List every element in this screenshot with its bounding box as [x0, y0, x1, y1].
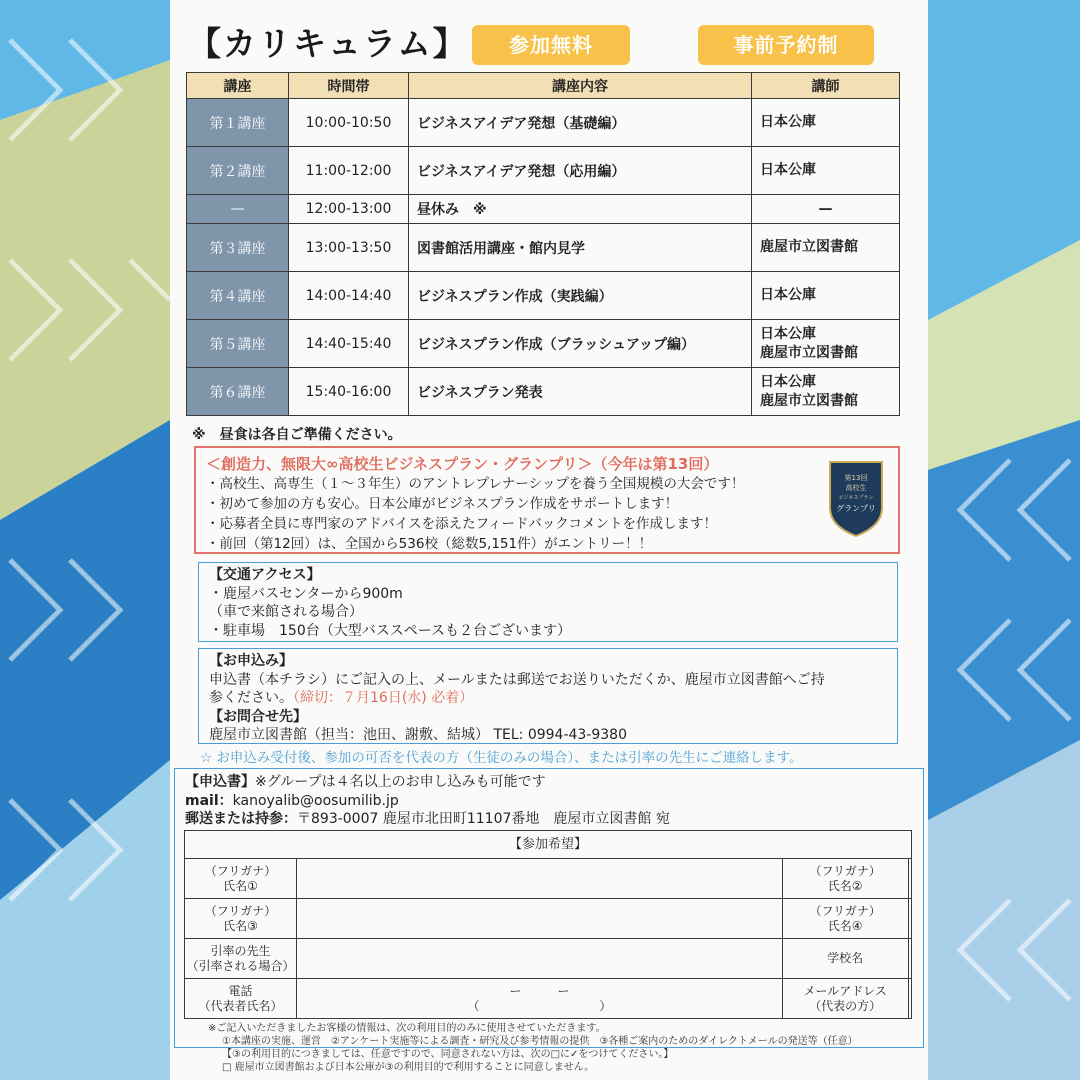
- curriculum-title: 【カリキュラム】: [188, 24, 468, 63]
- lecturer: [752, 147, 900, 195]
- apply-text-line2: [209, 689, 887, 708]
- name-label: 氏名②: [827, 878, 863, 893]
- header-content: 講座内容: [409, 73, 752, 99]
- reservation-badge: 事前予約制: [698, 25, 874, 65]
- phone-note: （代表者氏名）: [198, 998, 283, 1013]
- lecture-number: 第１講座: [187, 99, 289, 147]
- note-line: ※ご記入いただきましたお客様の情報は、次の利用目的のみに使用させていただきます。: [208, 1023, 606, 1034]
- lecture-number: 第２講座: [187, 147, 289, 195]
- apply-text: 参ください。: [209, 690, 293, 706]
- furigana-label: （フリガナ）: [809, 903, 881, 918]
- school-label: 学校名: [782, 939, 908, 979]
- lecture-time: 14:40-15:40: [289, 320, 409, 368]
- lecturer-name: 日本公庫: [760, 373, 816, 390]
- emblem-text: ビジネスプラン: [838, 495, 874, 501]
- access-box: [198, 562, 898, 642]
- teacher-field[interactable]: [297, 939, 783, 979]
- note-line: ①本講座の実施、運営 ②アンケート実施等による調査・研究及び参考情報の提供 ③各種ご案内のためのダイレクトメールの発送等（任意）: [222, 1036, 858, 1047]
- lecture-content: ビジネスプラン作成（実践編）: [409, 272, 752, 320]
- name2-field[interactable]: [908, 859, 911, 899]
- emblem-text: 高校生: [845, 484, 867, 492]
- emblem-text: 第13回: [844, 474, 868, 482]
- name-label: 氏名①: [223, 878, 258, 893]
- grandprix-box: [194, 446, 900, 554]
- contact-title: 【お問合せ先】: [209, 708, 307, 725]
- phone-dash: ー ー: [509, 983, 570, 998]
- table-row: [187, 320, 900, 368]
- lecture-content: ビジネスプラン発表: [409, 368, 752, 416]
- table-row: [187, 99, 900, 147]
- lecture-content: ビジネスプラン作成（ブラッシュアップ編）: [409, 320, 752, 368]
- table-row-break: [187, 195, 900, 224]
- lecturer-name: 日本公庫: [760, 114, 816, 130]
- lecturer: [752, 224, 900, 272]
- school-field[interactable]: [908, 939, 911, 979]
- name1-field[interactable]: [297, 859, 783, 899]
- lecturer: [752, 195, 900, 224]
- email-field[interactable]: [908, 979, 911, 1019]
- lecture-time: 15:40-16:00: [289, 368, 409, 416]
- email-text: メールアドレス: [803, 983, 887, 998]
- teacher-note: （引率される場合）: [186, 958, 295, 973]
- access-line: ・鹿屋バスセンターから900m: [209, 585, 403, 602]
- header-lecture: 講座: [187, 73, 289, 99]
- lecture-number: 第６講座: [187, 368, 289, 416]
- notice-text: ☆ お申込み受付後、参加の可否を代表の方（生徒のみの場合）、または引率の先生にご連絡します。: [200, 750, 803, 766]
- lecture-time: 14:00-14:40: [289, 272, 409, 320]
- name-label: 氏名④: [827, 918, 863, 933]
- access-title: 【交通アクセス】: [209, 567, 321, 583]
- note-line: 【③の利用目的につきましては、任意ですので、同意されない方は、次の□に✓をつけてください。】: [222, 1049, 674, 1060]
- name-label: 氏名③: [223, 918, 258, 933]
- table-row: [187, 224, 900, 272]
- curriculum-table: [186, 72, 900, 416]
- participant-table: [184, 830, 912, 1019]
- name1-label: [185, 859, 297, 899]
- grandprix-bullet: ・高校生、高専生（１～３年生）のアントレプレナーシップを養う全国規模の大会です！: [206, 476, 745, 492]
- lecturer-name: 日本公庫: [760, 287, 816, 303]
- form-title-line: [185, 773, 913, 792]
- participant-table-header: 【参加希望】: [185, 831, 912, 859]
- form-title-note: ※グループは４名以上のお申し込みも可能です: [255, 774, 546, 790]
- teacher-label: [185, 939, 297, 979]
- name3-field[interactable]: [297, 899, 783, 939]
- lecture-content: ビジネスアイデア発想（応用編）: [409, 147, 752, 195]
- form-title: 【申込書】: [185, 774, 255, 790]
- lecture-time: 12:00-13:00: [289, 195, 409, 224]
- mail-address[interactable]: kanoyalib@oosumilib.jp: [232, 792, 399, 809]
- mail-line: [185, 792, 913, 811]
- mail-label: mail：: [185, 792, 233, 809]
- name4-label: [782, 899, 908, 939]
- lecture-time: 10:00-10:50: [289, 99, 409, 147]
- header-lecturer: 講師: [752, 73, 900, 99]
- lecturer-name: 鹿屋市立図書館: [760, 392, 858, 409]
- name4-field[interactable]: [908, 899, 911, 939]
- access-line: （車で来館される場合）: [209, 604, 363, 620]
- lecture-content: ビジネスアイデア発想（基礎編）: [409, 99, 752, 147]
- name3-label: [185, 899, 297, 939]
- lecturer: [752, 320, 900, 368]
- lecturer: [752, 272, 900, 320]
- table-row: [187, 147, 900, 195]
- consent-checkbox-line[interactable]: □ 鹿屋市立図書館および日本公庫が③の利用目的で利用することに同意しません。: [222, 1062, 595, 1073]
- free-badge: 参加無料: [472, 25, 630, 65]
- flyer-sheet: [170, 0, 928, 1080]
- emblem-text: グランプリ: [836, 504, 876, 513]
- apply-text: 申込書（本チラシ）にご記入の上、メールまたは郵送でお送りいただくか、鹿屋市立図書館へご持: [209, 671, 825, 688]
- lunch-note: ※ 昼食は各自ご準備ください。: [192, 427, 402, 443]
- privacy-notes: [208, 1022, 858, 1074]
- lecture-time: 13:00-13:50: [289, 224, 409, 272]
- access-line: ・駐車場 150台（大型バススペースも２台ございます）: [209, 622, 572, 639]
- email-note: （代表の方）: [809, 998, 882, 1013]
- post-label: 郵送または持参：: [185, 811, 297, 827]
- email-label: [782, 979, 908, 1019]
- lecture-number: 第４講座: [187, 272, 289, 320]
- lecturer-name: 日本公庫: [760, 162, 816, 178]
- name2-label: [782, 859, 908, 899]
- lecture-content: 昼休み ※: [409, 195, 752, 224]
- lecturer-name: 鹿屋市立図書館: [760, 344, 858, 361]
- lecturer-name: 日本公庫: [760, 325, 816, 342]
- grandprix-bullet: ・初めて参加の方も安心。日本公庫がビジネスプラン作成をサポートします！: [206, 496, 679, 512]
- contact-text: 鹿屋市立図書館（担当：池田、謝敷、結城） TEL: 0994-43-9380: [209, 727, 627, 743]
- deadline-text: （締切：７月16日(水) 必着）: [293, 690, 474, 706]
- lecture-number: —: [187, 195, 289, 224]
- lecture-time: 11:00-12:00: [289, 147, 409, 195]
- apply-title: 【お申込み】: [209, 653, 293, 669]
- grandprix-bullet: ・前回（第12回）は、全国から536校（総数5,151件）がエントリー！！: [206, 536, 653, 552]
- lecturer-name: —: [818, 200, 833, 217]
- furigana-label: （フリガナ）: [809, 863, 881, 878]
- post-address: 〒893-0007 鹿屋市北田町11107番地 鹿屋市立図書館 宛: [297, 811, 670, 827]
- table-row: [187, 368, 900, 416]
- header-time: 時間帯: [289, 73, 409, 99]
- phone-field[interactable]: [297, 979, 783, 1019]
- phone-text: 電話: [228, 983, 253, 998]
- grandprix-title: ＜創造力、無限大∞高校生ビジネスプラン・グランプリ＞（今年は第13回）: [206, 455, 719, 473]
- lecture-content: 図書館活用講座・館内見学: [409, 224, 752, 272]
- lecturer: [752, 368, 900, 416]
- lecture-number: 第３講座: [187, 224, 289, 272]
- teacher-text: 引率の先生: [210, 943, 271, 958]
- grandprix-bullet: ・応募者全員に専門家のアドバイスを添えたフィードバックコメントを作成します！: [206, 516, 717, 532]
- furigana-label: （フリガナ）: [204, 903, 277, 918]
- post-line: [185, 810, 913, 829]
- lecturer: [752, 99, 900, 147]
- lecturer-name: 鹿屋市立図書館: [760, 239, 858, 255]
- lecture-number: 第５講座: [187, 320, 289, 368]
- furigana-label: （フリガナ）: [204, 863, 277, 878]
- grandprix-emblem-icon: [826, 456, 886, 538]
- phone-label: [185, 979, 297, 1019]
- table-header-row: [187, 73, 900, 99]
- table-row: [187, 272, 900, 320]
- phone-paren: （ ）: [467, 998, 612, 1013]
- application-box: [198, 648, 898, 744]
